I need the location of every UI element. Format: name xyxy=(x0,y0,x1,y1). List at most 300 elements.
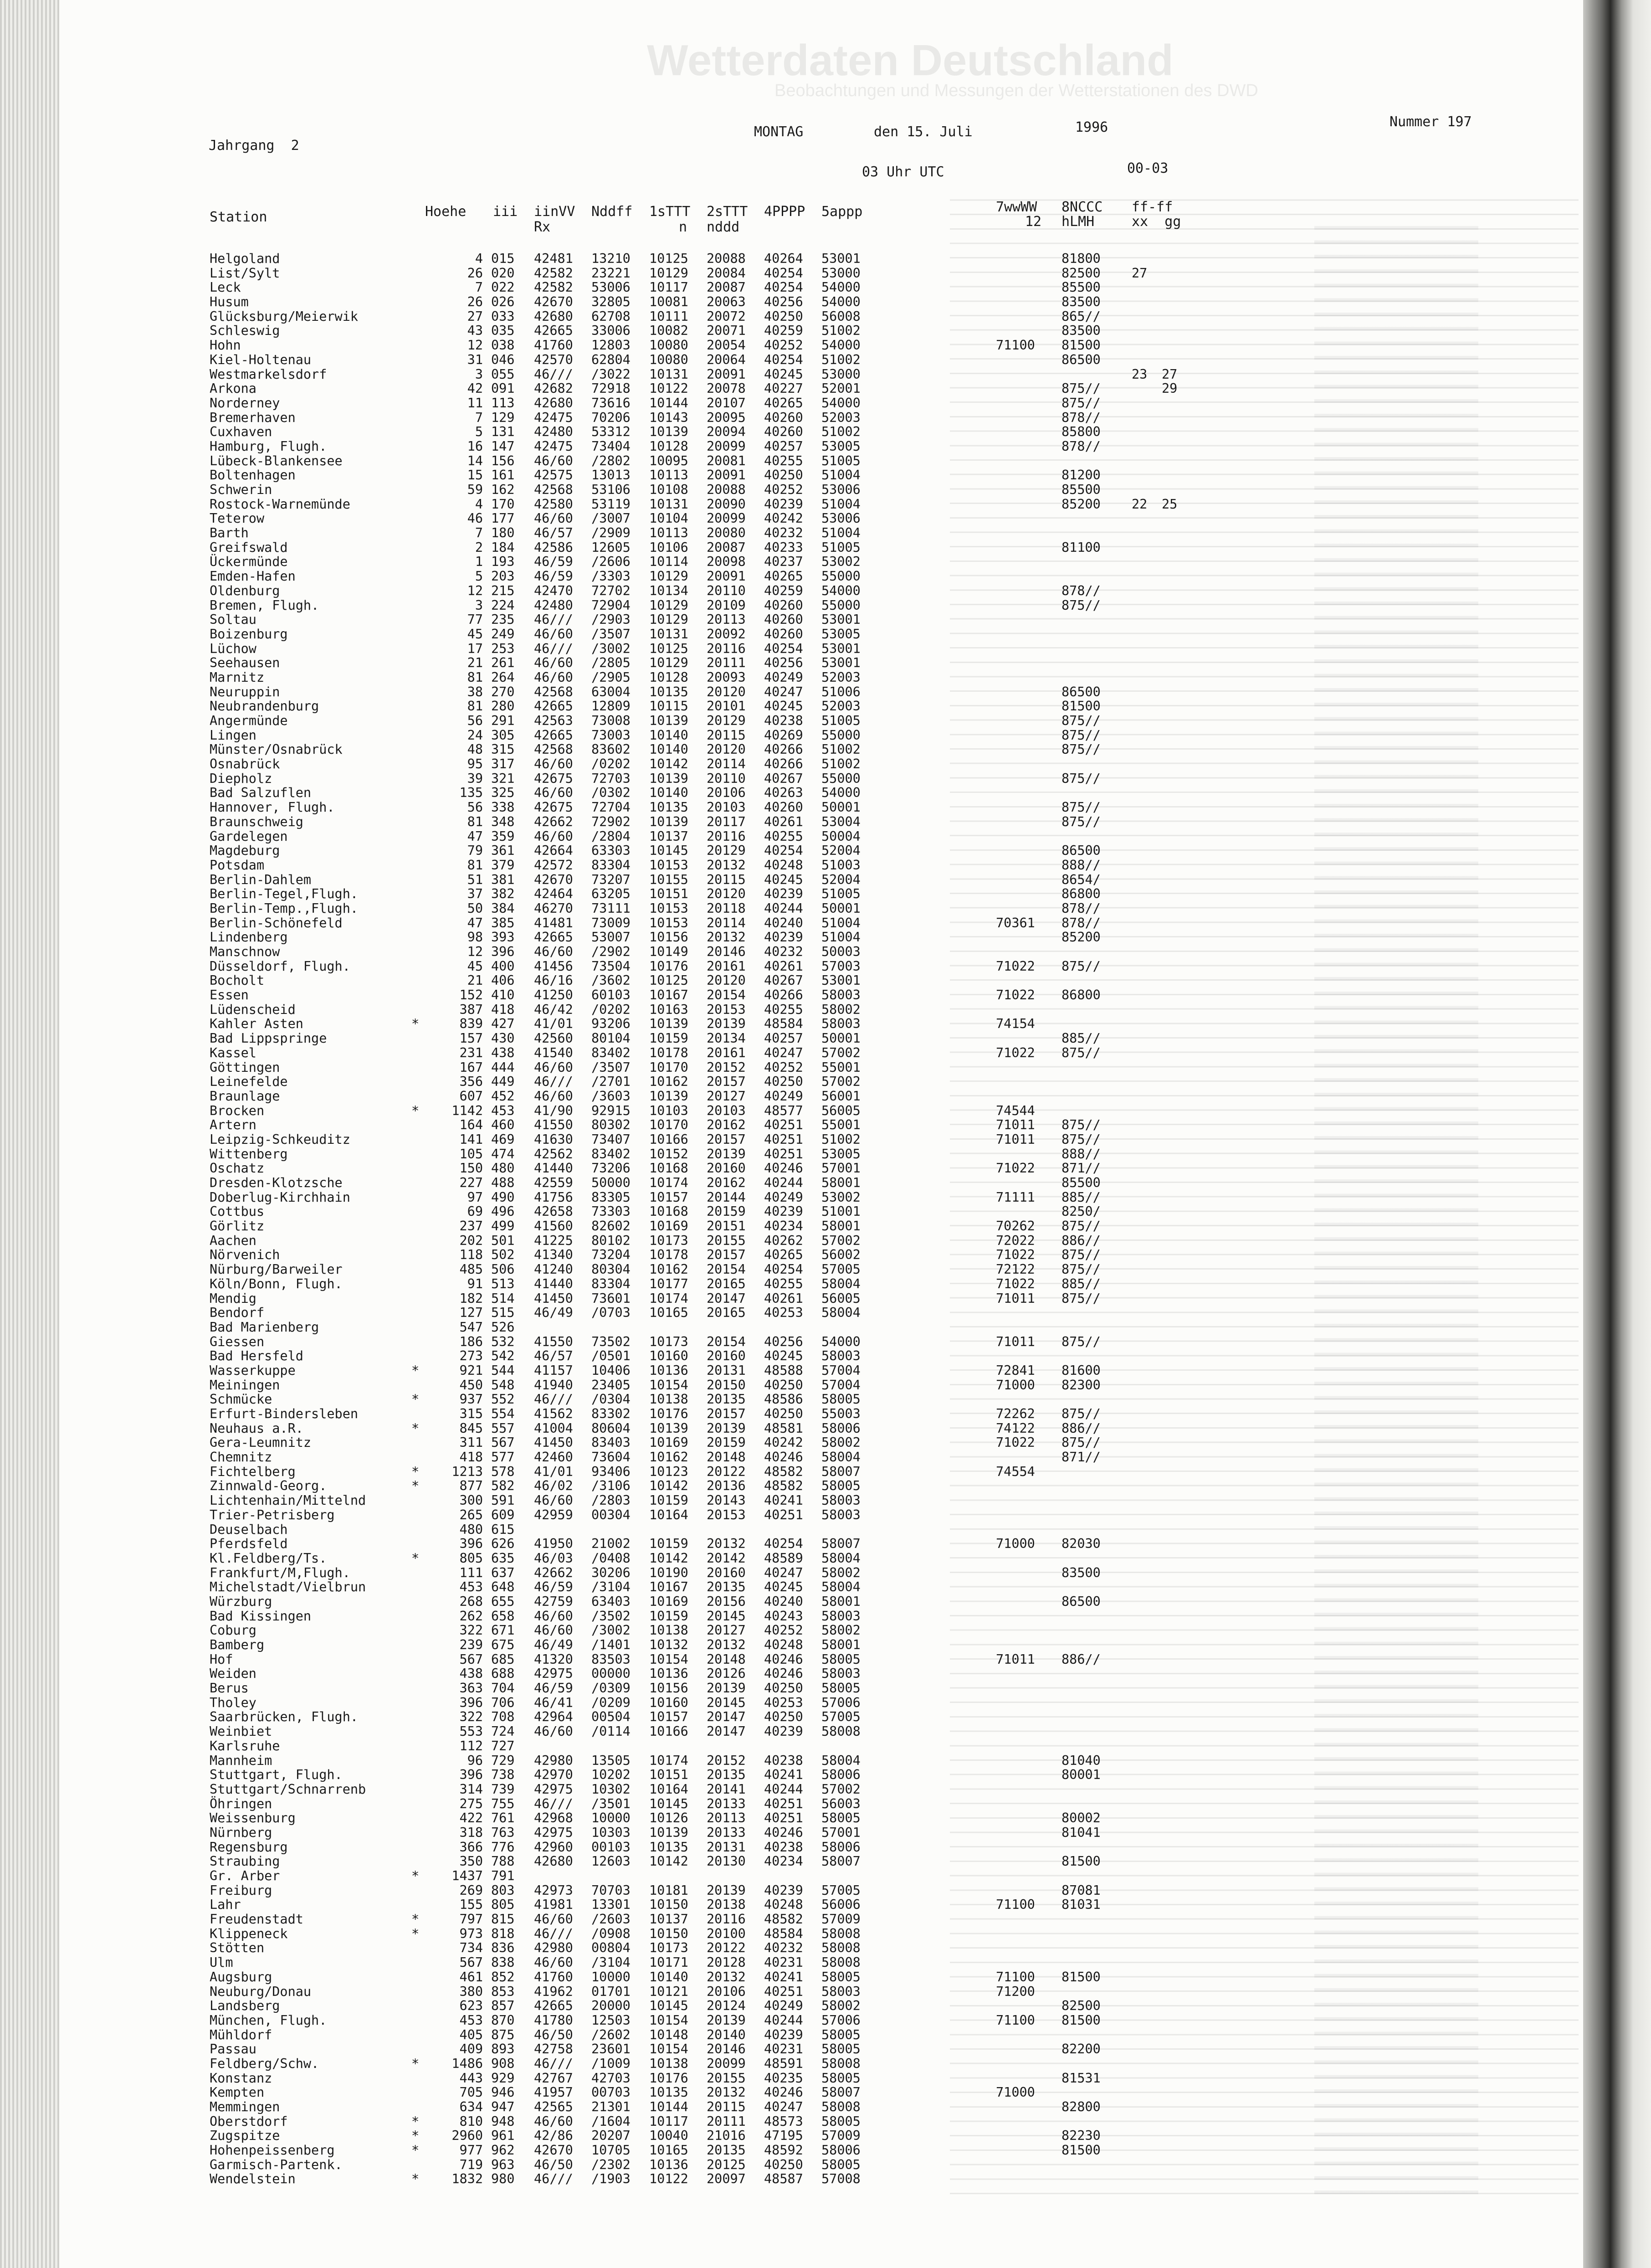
cell-t1: 10140 xyxy=(649,727,688,743)
cell-a: 52003 xyxy=(821,699,861,714)
cell-hoehe: 1142 xyxy=(451,1103,483,1118)
cell-iinvv: 42675 xyxy=(534,800,573,815)
cell-t1: 10139 xyxy=(649,1420,688,1436)
cell-ww: 74154 xyxy=(996,1016,1035,1032)
cell-n: 886// xyxy=(1061,1651,1101,1667)
cell-nddff: /1401 xyxy=(591,1637,631,1652)
cell-p: 40247 xyxy=(764,1045,803,1060)
cell-nddff: 53119 xyxy=(591,496,631,512)
cell-t2: 20157 xyxy=(707,1406,746,1421)
cell-t1: 10115 xyxy=(649,699,688,714)
cell-n: 888// xyxy=(1061,1146,1101,1162)
cell-p: 40251 xyxy=(764,1796,803,1811)
cell-iinvv: 42975 xyxy=(534,1781,573,1797)
cell-ww: 71011 xyxy=(996,1334,1035,1349)
cell-iinvv: 42662 xyxy=(534,1565,573,1580)
cell-iii: 033 xyxy=(491,309,515,324)
cell-ww: 70361 xyxy=(996,915,1035,931)
cell-t1: 10143 xyxy=(649,410,688,425)
cell-t1: 10154 xyxy=(649,1651,688,1667)
cell-nddff: 83305 xyxy=(591,1189,631,1205)
cell-iii: 361 xyxy=(491,843,515,859)
cell-hoehe: 112 xyxy=(459,1738,483,1754)
cell-station: Osnabrück xyxy=(210,756,280,772)
cell-station: Boizenburg xyxy=(210,626,288,642)
cell-t1: 10159 xyxy=(649,1493,688,1508)
cell-iinvv: 42586 xyxy=(534,540,573,555)
cell-ww: 72022 xyxy=(996,1233,1035,1248)
cell-p: 40255 xyxy=(764,1276,803,1291)
cell-p: 48586 xyxy=(764,1392,803,1407)
cell-a: 58005 xyxy=(821,2070,861,2086)
cell-hoehe: 12 xyxy=(467,583,483,598)
cell-iii: 908 xyxy=(491,2056,515,2071)
cell-nddff: 80304 xyxy=(591,1262,631,1277)
cell-p: 40251 xyxy=(764,1131,803,1147)
cell-hoehe: 98 xyxy=(467,930,483,945)
cell-iinvv: 42460 xyxy=(534,1450,573,1465)
cell-p: 40239 xyxy=(764,2027,803,2042)
cell-nddff: 10406 xyxy=(591,1363,631,1378)
cell-a: 53000 xyxy=(821,265,861,281)
cell-a: 58007 xyxy=(821,2085,861,2100)
cell-p: 40264 xyxy=(764,251,803,266)
cell-n: 878// xyxy=(1061,583,1101,598)
cell-n: 82300 xyxy=(1061,1377,1101,1393)
cell-iinvv: 46/59 xyxy=(534,554,573,570)
cell-a: 57002 xyxy=(821,1781,861,1797)
cell-n: 875// xyxy=(1061,1131,1101,1147)
cell-hoehe: 311 xyxy=(459,1435,483,1450)
cell-hoehe: 273 xyxy=(459,1348,483,1364)
cell-station: Feldberg/Schw. xyxy=(210,2056,319,2071)
col-1sttt-sub: n xyxy=(679,219,687,235)
cell-hoehe: 734 xyxy=(459,1940,483,1956)
cell-t2: 20141 xyxy=(707,1781,746,1797)
cell-t1: 10113 xyxy=(649,525,688,541)
cell-iii: 739 xyxy=(491,1781,515,1797)
cell-iinvv: 41550 xyxy=(534,1117,573,1133)
cell-t2: 20094 xyxy=(707,424,746,440)
cell-n: 871// xyxy=(1061,1161,1101,1176)
cell-iii: 162 xyxy=(491,482,515,497)
cell-nddff: /3007 xyxy=(591,511,631,526)
cell-p: 40254 xyxy=(764,280,803,295)
cell-p: 40255 xyxy=(764,1002,803,1017)
cell-t2: 20139 xyxy=(707,1016,746,1032)
cell-iinvv: 41950 xyxy=(534,1536,573,1552)
cell-t1: 10139 xyxy=(649,1016,688,1032)
cell-iii: 609 xyxy=(491,1507,515,1522)
cell-hoehe: 47 xyxy=(467,915,483,931)
cell-p: 40251 xyxy=(764,1146,803,1162)
cell-n: 86500 xyxy=(1061,843,1101,859)
cell-station: Angermünde xyxy=(210,713,288,728)
cell-hoehe: 845 xyxy=(459,1420,483,1436)
cell-hoehe: 152 xyxy=(459,987,483,1003)
cell-iinvv: 46/60 xyxy=(534,453,573,468)
cell-iii: 177 xyxy=(491,511,515,526)
cell-nddff: /1009 xyxy=(591,2056,631,2071)
cell-station: Ückermünde xyxy=(210,554,288,570)
cell-t2: 20120 xyxy=(707,973,746,988)
cell-t2: 20143 xyxy=(707,1493,746,1508)
cell-iii: 235 xyxy=(491,612,515,627)
cell-t1: 10159 xyxy=(649,1031,688,1046)
cell-iii: 582 xyxy=(491,1478,515,1494)
cell-iii: 836 xyxy=(491,1940,515,1956)
cell-p: 40239 xyxy=(764,1882,803,1898)
cell-iii: 685 xyxy=(491,1651,515,1667)
cell-t1: 10150 xyxy=(649,1897,688,1913)
cell-a: 53005 xyxy=(821,626,861,642)
cell-t2: 20122 xyxy=(707,1464,746,1479)
cell-t1: 10145 xyxy=(649,1998,688,2014)
cell-t2: 20165 xyxy=(707,1276,746,1291)
cell-iinvv: 46/60 xyxy=(534,1608,573,1624)
cell-a: 58007 xyxy=(821,1854,861,1869)
cell-p: 40251 xyxy=(764,1117,803,1133)
cell-p: 40260 xyxy=(764,800,803,815)
cell-p: 40250 xyxy=(764,2157,803,2172)
cell-nddff: 83304 xyxy=(591,1276,631,1291)
cell-t2: 20132 xyxy=(707,1637,746,1652)
cell-hoehe: 315 xyxy=(459,1406,483,1421)
cell-ww: 71011 xyxy=(996,1131,1035,1147)
cell-t2: 20147 xyxy=(707,1291,746,1306)
cell-t1: 10178 xyxy=(649,1045,688,1060)
col-2sttt: 2sTTT xyxy=(707,204,748,220)
cell-p: 40257 xyxy=(764,438,803,454)
cell-a: 58006 xyxy=(821,2143,861,2158)
cell-iinvv: 42568 xyxy=(534,684,573,699)
cell-iinvv: 41450 xyxy=(534,1291,573,1306)
cell-hoehe: 877 xyxy=(459,1478,483,1494)
cell-hoehe: 567 xyxy=(459,1955,483,1970)
col-hoehe: Hoehe xyxy=(425,204,467,220)
cell-n: 886// xyxy=(1061,1233,1101,1248)
cell-nddff: /2905 xyxy=(591,669,631,685)
cell-p: 40256 xyxy=(764,655,803,671)
cell-t1: 10169 xyxy=(649,1435,688,1450)
cell-iii: 427 xyxy=(491,1016,515,1032)
cell-n: 81531 xyxy=(1061,2070,1101,2086)
cell-mark: * xyxy=(411,1912,420,1927)
cell-nddff: /2805 xyxy=(591,655,631,671)
cell-a: 56006 xyxy=(821,1897,861,1913)
cell-mark: * xyxy=(411,1926,420,1941)
cell-t1: 10138 xyxy=(649,2056,688,2071)
cell-n: 875// xyxy=(1061,1045,1101,1060)
cell-mark: * xyxy=(411,1478,420,1494)
col-8nccc-sub: hLMH xyxy=(1061,214,1095,230)
cell-p: 40250 xyxy=(764,1074,803,1090)
cell-n: 875// xyxy=(1061,1406,1101,1421)
cell-t2: 20135 xyxy=(707,1392,746,1407)
cell-iii: 870 xyxy=(491,2012,515,2028)
cell-iii: 526 xyxy=(491,1319,515,1335)
cell-iii: 658 xyxy=(491,1608,515,1624)
cell-t1: 10122 xyxy=(649,2171,688,2187)
cell-hoehe: 21 xyxy=(467,973,483,988)
cell-n: 878// xyxy=(1061,438,1101,454)
cell-nddff: 21002 xyxy=(591,1536,631,1552)
cell-p: 40250 xyxy=(764,1681,803,1696)
cell-hoehe: 450 xyxy=(459,1377,483,1393)
cell-p: 47195 xyxy=(764,2128,803,2144)
cell-nddff: /0202 xyxy=(591,756,631,772)
cell-iinvv: 46/16 xyxy=(534,973,573,988)
cell-t1: 10129 xyxy=(649,569,688,584)
cell-station: Schleswig xyxy=(210,323,280,339)
cell-iinvv: 42970 xyxy=(534,1767,573,1783)
cell-t2: 20097 xyxy=(707,2171,746,2187)
cell-n: 86500 xyxy=(1061,352,1101,367)
cell-a: 53001 xyxy=(821,655,861,671)
cell-station: Garmisch-Partenk. xyxy=(210,2157,343,2172)
cell-iii: 359 xyxy=(491,828,515,844)
cell-t2: 20146 xyxy=(707,944,746,959)
cell-hoehe: 239 xyxy=(459,1637,483,1652)
cell-a: 52004 xyxy=(821,843,861,859)
cell-n: 85500 xyxy=(1061,280,1101,295)
cell-nddff: 73111 xyxy=(591,900,631,916)
cell-hoehe: 37 xyxy=(467,886,483,902)
cell-iii: 348 xyxy=(491,814,515,829)
cell-iii: 480 xyxy=(491,1161,515,1176)
cell-nddff: 83402 xyxy=(591,1045,631,1060)
cell-station: Berus xyxy=(210,1681,249,1696)
cell-iinvv: 41225 xyxy=(534,1233,573,1248)
cell-station: Gr. Arber xyxy=(210,1868,280,1883)
cell-p: 40241 xyxy=(764,1767,803,1783)
cell-t2: 20115 xyxy=(707,2099,746,2114)
cell-t2: 20106 xyxy=(707,1984,746,1999)
cell-a: 58001 xyxy=(821,1175,861,1190)
cell-a: 53006 xyxy=(821,482,861,497)
cell-ww: 74554 xyxy=(996,1464,1035,1479)
cell-hoehe: 269 xyxy=(459,1882,483,1898)
cell-t1: 10139 xyxy=(649,713,688,728)
cell-iinvv: 41760 xyxy=(534,1969,573,1985)
cell-ww: 71000 xyxy=(996,1536,1035,1552)
cell-hoehe: 480 xyxy=(459,1522,483,1537)
cell-iii: 552 xyxy=(491,1392,515,1407)
cell-station: Berlin-Temp.,Flugh. xyxy=(210,900,359,916)
cell-station: Braunlage xyxy=(210,1088,280,1104)
cell-t2: 20165 xyxy=(707,1305,746,1321)
cell-iinvv: 42475 xyxy=(534,410,573,425)
cell-station: Neuhaus a.R. xyxy=(210,1420,303,1436)
cell-mark: * xyxy=(411,1464,420,1479)
cell-nddff: /2909 xyxy=(591,525,631,541)
cell-station: List/Sylt xyxy=(210,265,280,281)
cell-nddff: 92915 xyxy=(591,1103,631,1118)
cell-t1: 10132 xyxy=(649,1637,688,1652)
cell-station: Tholey xyxy=(210,1695,256,1710)
cell-iinvv: 42582 xyxy=(534,280,573,295)
cell-t1: 10140 xyxy=(649,785,688,801)
cell-t2: 20127 xyxy=(707,1623,746,1638)
cell-ww: 72122 xyxy=(996,1262,1035,1277)
cell-t2: 20091 xyxy=(707,468,746,483)
cell-t2: 20132 xyxy=(707,2085,746,2100)
cell-t1: 10164 xyxy=(649,1781,688,1797)
cell-iinvv: 41630 xyxy=(534,1131,573,1147)
cell-hoehe: 42 xyxy=(467,381,483,396)
cell-t1: 10151 xyxy=(649,1767,688,1783)
cell-a: 58003 xyxy=(821,1493,861,1508)
cell-nddff: 73206 xyxy=(591,1161,631,1176)
cell-t2: 20120 xyxy=(707,684,746,699)
cell-station: München, Flugh. xyxy=(210,2012,327,2028)
cell-t2: 20156 xyxy=(707,1594,746,1609)
cell-t2: 20148 xyxy=(707,1651,746,1667)
cell-n: 885// xyxy=(1061,1276,1101,1291)
cell-mark: * xyxy=(411,1103,420,1118)
cell-t1: 10167 xyxy=(649,987,688,1003)
cell-t1: 10129 xyxy=(649,265,688,281)
cell-t1: 10169 xyxy=(649,1219,688,1234)
cell-n: 85200 xyxy=(1061,496,1101,512)
cell-nddff: 73009 xyxy=(591,915,631,931)
cell-iinvv: 42670 xyxy=(534,294,573,310)
cell-iii: 406 xyxy=(491,973,515,988)
cell-nddff: 72904 xyxy=(591,597,631,613)
cell-t1: 10168 xyxy=(649,1204,688,1219)
cell-station: Westmarkelsdorf xyxy=(210,366,327,382)
cell-station: Cottbus xyxy=(210,1204,265,1219)
cell-hoehe: 157 xyxy=(459,1031,483,1046)
cell-iinvv: 46/// xyxy=(534,1392,573,1407)
cell-t1: 10159 xyxy=(649,1536,688,1552)
cell-hoehe: 4 xyxy=(475,496,483,512)
cell-t2: 20120 xyxy=(707,742,746,757)
cell-t1: 10162 xyxy=(649,1262,688,1277)
cell-nddff: /3002 xyxy=(591,641,631,656)
cell-t2: 20131 xyxy=(707,1363,746,1378)
cell-n: 885// xyxy=(1061,1031,1101,1046)
cell-f: 23 xyxy=(1132,366,1148,382)
cell-nddff: /3104 xyxy=(591,1955,631,1970)
cell-t1: 10129 xyxy=(649,655,688,671)
cell-n: 875// xyxy=(1061,958,1101,974)
cell-n: 888// xyxy=(1061,857,1101,873)
cell-iii: 460 xyxy=(491,1117,515,1133)
cell-t2: 20111 xyxy=(707,2114,746,2129)
cell-station: Weinbiet xyxy=(210,1724,272,1739)
cell-iinvv: 41320 xyxy=(534,1651,573,1667)
cell-p: 40253 xyxy=(764,1305,803,1321)
cell-nddff: 73407 xyxy=(591,1131,631,1147)
cell-t2: 20139 xyxy=(707,1146,746,1162)
cell-station: Michelstadt/Vielbrun xyxy=(210,1579,366,1595)
cell-a: 51003 xyxy=(821,857,861,873)
cell-nddff: 80104 xyxy=(591,1031,631,1046)
cell-a: 58007 xyxy=(821,1464,861,1479)
cell-t1: 10178 xyxy=(649,1247,688,1263)
cell-t1: 10135 xyxy=(649,1839,688,1855)
cell-iii: 655 xyxy=(491,1594,515,1609)
cell-p: 40247 xyxy=(764,1565,803,1580)
cell-a: 53005 xyxy=(821,1146,861,1162)
cell-p: 40260 xyxy=(764,626,803,642)
cell-n: 875// xyxy=(1061,1435,1101,1450)
cell-a: 57008 xyxy=(821,2171,861,2187)
cell-n: 81500 xyxy=(1061,1854,1101,1869)
observation-time: 03 Uhr UTC xyxy=(862,164,944,180)
cell-t1: 10167 xyxy=(649,1579,688,1595)
cell-p: 40235 xyxy=(764,2070,803,2086)
cell-station: Fichtelberg xyxy=(210,1464,296,1479)
cell-a: 51002 xyxy=(821,742,861,757)
cell-t1: 10165 xyxy=(649,1305,688,1321)
cell-t1: 10095 xyxy=(649,453,688,468)
cell-iii: 321 xyxy=(491,771,515,786)
cell-iinvv: 42759 xyxy=(534,1594,573,1609)
cell-nddff: 23601 xyxy=(591,2042,631,2057)
cell-t2: 20139 xyxy=(707,2012,746,2028)
cell-ww: 72262 xyxy=(996,1406,1035,1421)
cell-nddff: 73003 xyxy=(591,727,631,743)
cell-p: 40251 xyxy=(764,1810,803,1826)
cell-iii: 729 xyxy=(491,1753,515,1768)
cell-station: Kassel xyxy=(210,1045,256,1060)
cell-iii: 249 xyxy=(491,626,515,642)
cell-n: 85800 xyxy=(1061,424,1101,440)
cell-iii: 215 xyxy=(491,583,515,598)
cell-n: 885// xyxy=(1061,1189,1101,1205)
cell-t2: 20110 xyxy=(707,771,746,786)
cell-nddff: 12809 xyxy=(591,699,631,714)
col-1sttt: 1sTTT xyxy=(649,204,691,220)
cell-n: 81041 xyxy=(1061,1825,1101,1840)
cell-station: Berlin-Dahlem xyxy=(210,872,312,887)
cell-station: Diepholz xyxy=(210,771,272,786)
cell-hoehe: 839 xyxy=(459,1016,483,1032)
cell-p: 40239 xyxy=(764,1204,803,1219)
cell-iii: 038 xyxy=(491,338,515,353)
cell-p: 40267 xyxy=(764,973,803,988)
cell-n: 871// xyxy=(1061,1450,1101,1465)
cell-hoehe: 7 xyxy=(475,525,483,541)
cell-ww: 71111 xyxy=(996,1189,1035,1205)
col-iinvv-sub: Rx xyxy=(534,219,551,235)
cell-t2: 20113 xyxy=(707,612,746,627)
cell-p: 40227 xyxy=(764,381,803,396)
col-4pppp: 4PPPP xyxy=(764,204,805,220)
cell-t1: 10135 xyxy=(649,2085,688,2100)
cell-iinvv: 42563 xyxy=(534,713,573,728)
cell-station: Münster/Osnabrück xyxy=(210,742,343,757)
cell-station: Zinnwald-Georg. xyxy=(210,1478,327,1494)
cell-t2: 20132 xyxy=(707,857,746,873)
cell-nddff: 83304 xyxy=(591,857,631,873)
cell-t2: 20092 xyxy=(707,626,746,642)
cell-a: 51004 xyxy=(821,915,861,931)
cell-a: 58003 xyxy=(821,1507,861,1522)
cell-station: Chemnitz xyxy=(210,1450,272,1465)
cell-hoehe: 553 xyxy=(459,1724,483,1739)
cell-station: Teterow xyxy=(210,511,265,526)
cell-t2: 20145 xyxy=(707,1695,746,1710)
cell-t1: 10156 xyxy=(649,930,688,945)
cell-station: Nörvenich xyxy=(210,1247,280,1263)
cell-n: 82230 xyxy=(1061,2128,1101,2144)
cell-nddff: 12503 xyxy=(591,2012,631,2028)
cell-nddff: /1604 xyxy=(591,2114,631,2129)
cell-nddff: 12603 xyxy=(591,1854,631,1869)
